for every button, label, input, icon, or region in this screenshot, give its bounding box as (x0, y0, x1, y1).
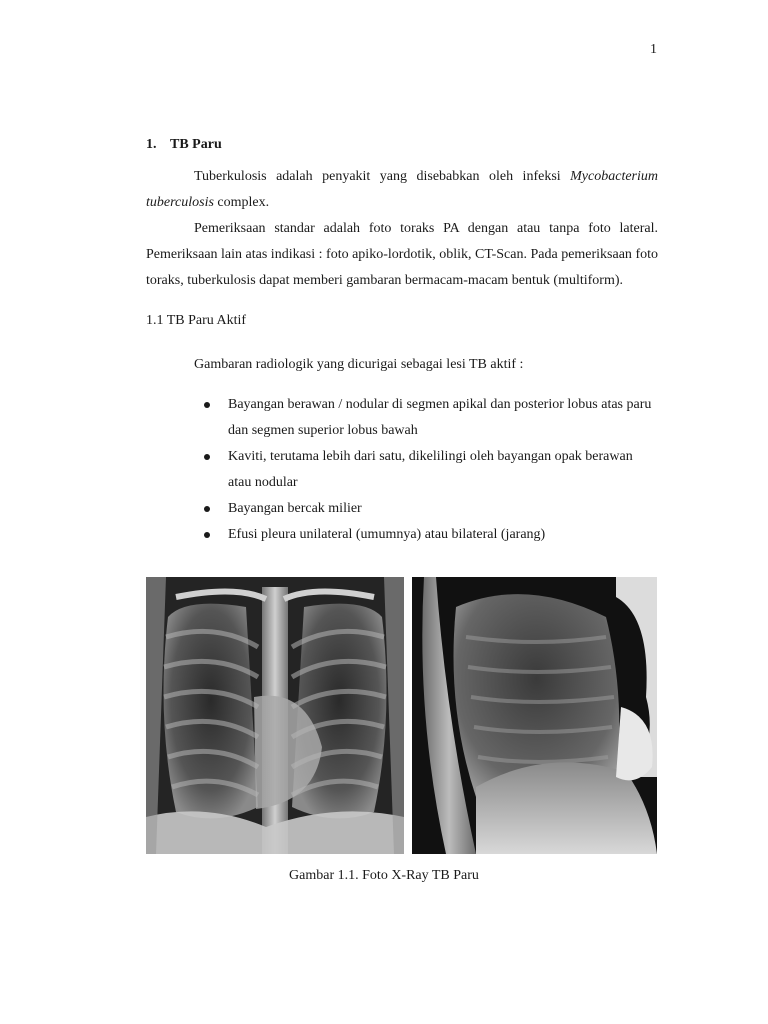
bullet-icon (204, 506, 210, 512)
paragraph-definition-main: Tuberkulosis adalah penyakit yang disebabkan oleh infeksi (194, 169, 561, 184)
bullet-icon (204, 532, 210, 538)
page-number: 1 (650, 42, 657, 57)
section-heading (146, 136, 658, 154)
list-item: Kaviti, terutama lebih dari satu, dikelilingi oleh bayangan opak berawan atau nodular (146, 444, 658, 496)
paragraph-definition (146, 164, 658, 216)
document-body (146, 136, 658, 548)
list-item: Efusi pleura unilateral (umumnya) atau bilateral (jarang) (146, 522, 658, 548)
bullet-icon (204, 402, 210, 408)
section-number: 1. (146, 137, 157, 152)
organism-name: Mycobacterium tuberculosis (146, 169, 658, 210)
paragraph-examination: Pemeriksaan standar adalah foto toraks PA dengan atau tanpa foto lateral. Pemeriksaan lain atas indikasi : foto apiko-lordotik, oblik, CT-Scan. Pada pemeriksaan foto toraks, tuberkulosis dapat memberi gambaran bermacam-macam bentuk (multiform). (146, 221, 658, 288)
section-title: TB Paru (170, 137, 222, 152)
list-item: Bayangan bercak milier (146, 496, 658, 522)
list-item: Bayangan berawan / nodular di segmen apikal dan posterior lobus atas paru dan segmen superior lobus bawah (146, 392, 658, 444)
pa-xray-image (146, 577, 404, 854)
bullet-list (146, 392, 658, 548)
xray-figure (146, 577, 657, 854)
paragraph-definition-tail: complex. (213, 195, 270, 210)
subsection-intro: Gambaran radiologik yang dicurigai sebagai lesi TB aktif : (194, 357, 524, 372)
bullet-icon (204, 454, 210, 460)
subsection-title: 1.1 TB Paru Aktif (146, 313, 247, 328)
figure-caption: Gambar 1.1. Foto X-Ray TB Paru (289, 868, 479, 883)
lateral-xray-image (412, 577, 657, 854)
